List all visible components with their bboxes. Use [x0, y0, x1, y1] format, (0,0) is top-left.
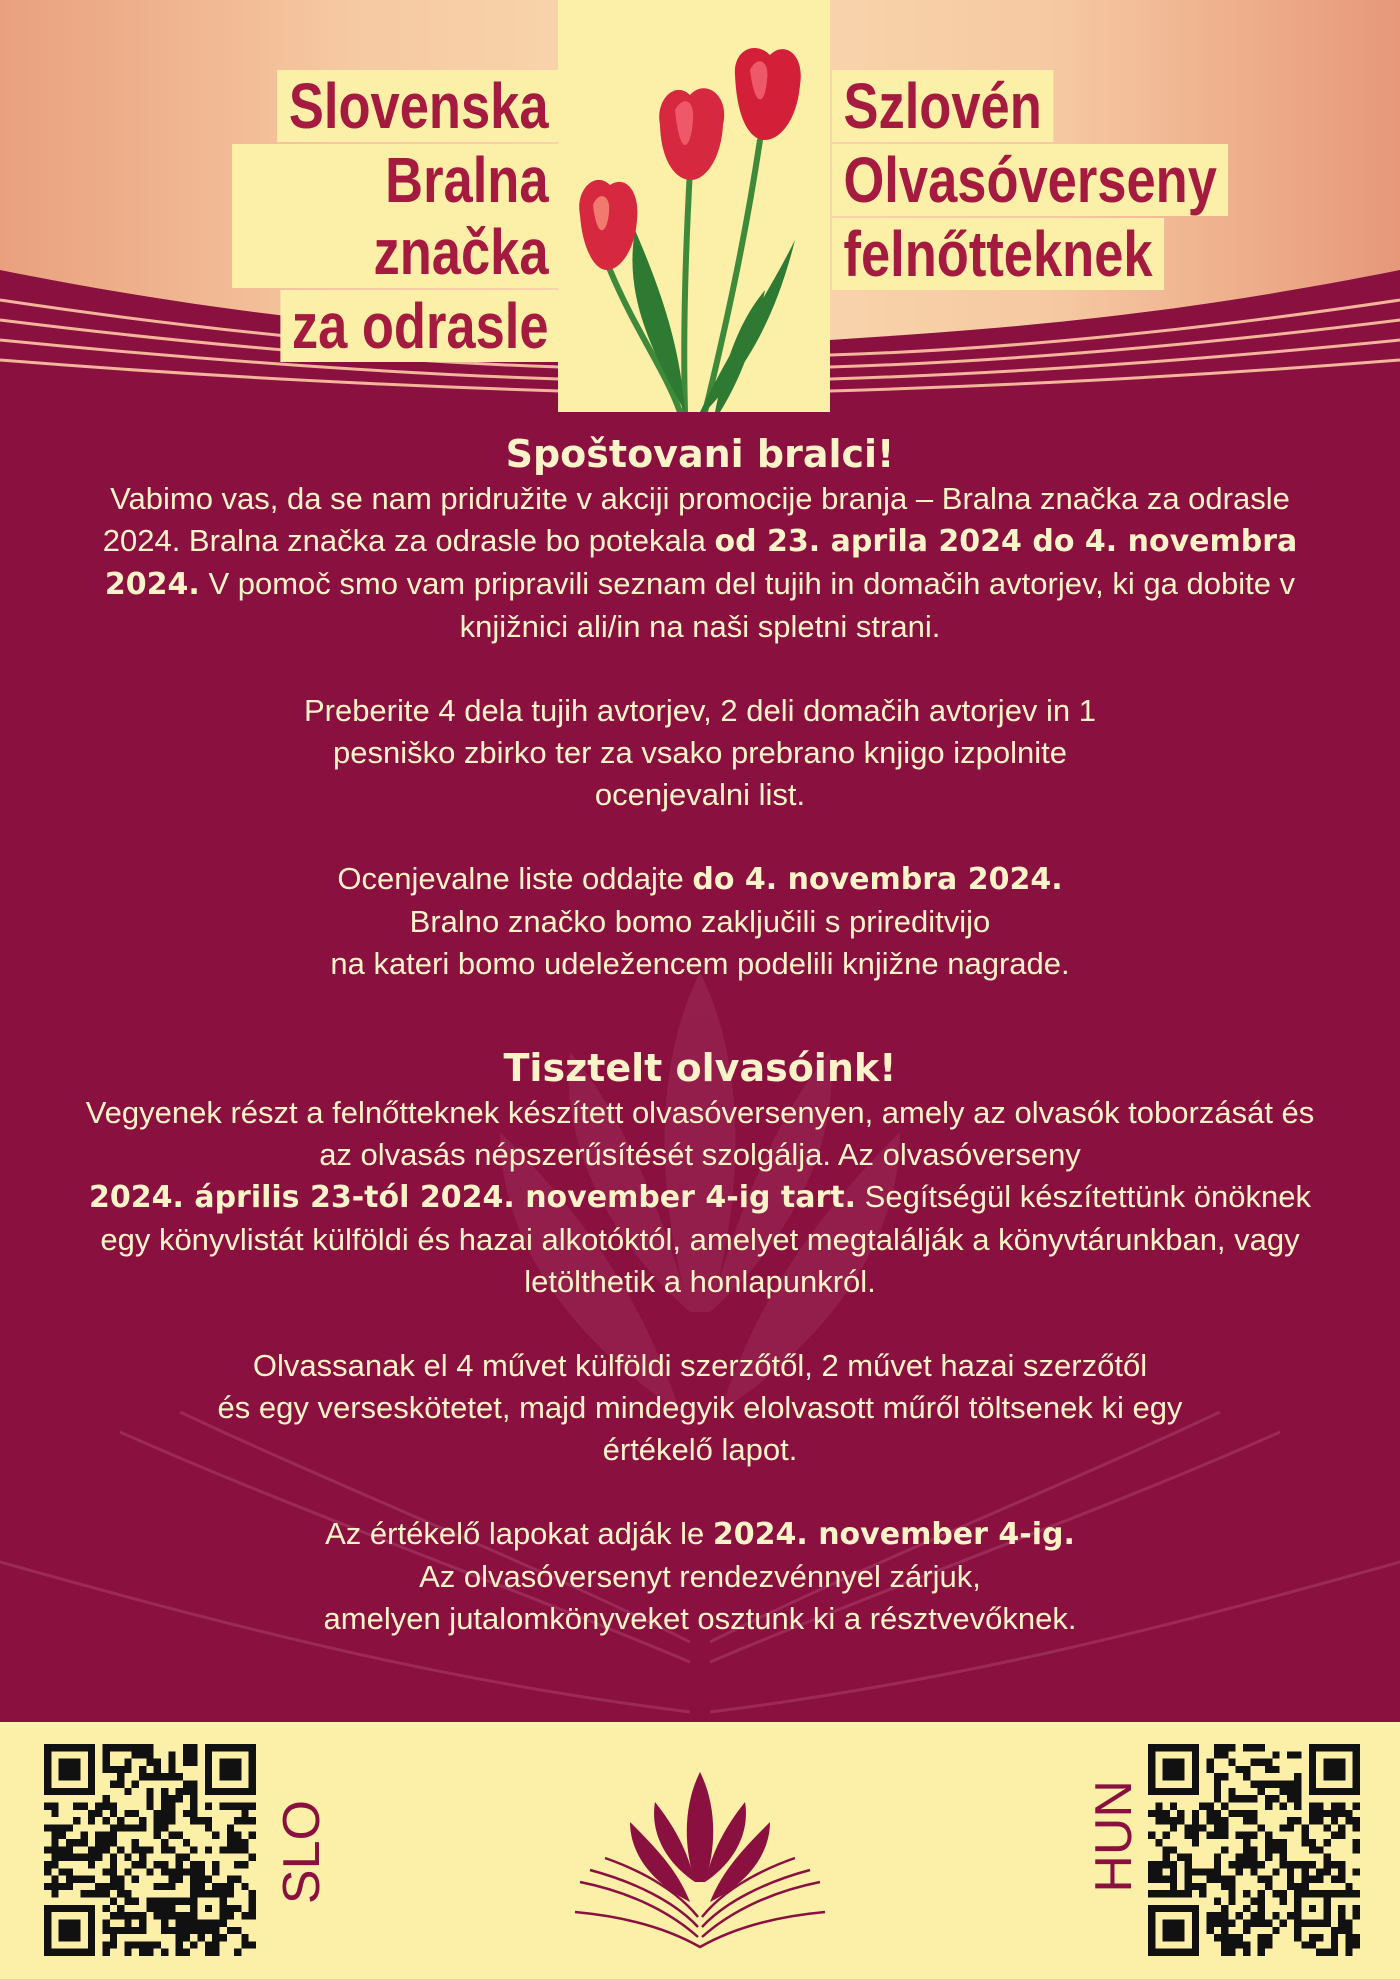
hun-p3-deadline: 2024. november 4-ig. [712, 1517, 1075, 1552]
qr-code-hun-icon[interactable] [1148, 1744, 1360, 1956]
slo-paragraph-1 [60, 478, 1340, 648]
lang-label-slo: SLO [273, 1800, 331, 1905]
hun-p2-line-2: és egy verseskötetet, majd mindegyik elolvasott műről töltsenek ki egy [217, 1390, 1183, 1425]
hungarian-section [60, 1044, 1340, 1640]
hun-paragraph-2 [60, 1345, 1340, 1471]
hun-p1-part-2: Segítségül készítettünk önöknek egy könyvlistát külföldi és hazai alkotóktól, amelyet megtalálják a könyvtárunkban, vagy letölthetik a honlapunkról. [100, 1179, 1311, 1299]
main-content-panel [0, 412, 1400, 1722]
slo-paragraph-2: Preberite 4 dela tujih avtorjev, 2 deli domačih avtorjev in 1 pesniško zbirko ter za vsako prebrano knjigo izpolnite ocenjevalni list. [303, 693, 1097, 812]
lang-label-hun: HUN [1085, 1780, 1143, 1893]
slo-p3-line-3: na kateri bomo udeležencem podelili knjižne nagrade. [330, 946, 1070, 981]
header-banner [0, 0, 1400, 412]
wheat-book-logo-icon [570, 1752, 830, 1952]
hun-p1-dates: 2024. április 23-tól 2024. november 4-ig tart. [88, 1180, 857, 1215]
slo-p3-line-2: Bralno značko bomo zaključili s prireditvijo [409, 904, 991, 939]
slo-p3-deadline: do 4. novembra 2024. [692, 862, 1063, 897]
slo-p3-prefix: Ocenjevalne liste oddajte [337, 861, 693, 896]
hun-paragraph-3 [60, 1513, 1340, 1640]
slo-paragraph-3 [60, 858, 1340, 985]
title-slo-line-3: za odrasle [280, 290, 560, 362]
footer [0, 1722, 1400, 1979]
title-slo-line-1: Slovenska [277, 70, 560, 142]
tulips-illustration-icon [565, 40, 825, 412]
slo-p1-part-2: V pomoč smo vam pripravili seznam del tujih in domačih avtorjev, ki ga dobite v knjižnici ali/in na naši spletni strani. [199, 566, 1296, 644]
slo-heading: Spoštovani bralci! [505, 432, 895, 476]
title-hun-line-2: Olvasóverseny [832, 144, 1228, 216]
hun-heading: Tisztelt olvasóink! [503, 1046, 897, 1090]
hun-p2-line-1: Olvassanak el 4 művet külföldi szerzőtől, 2 művet hazai szerzőtől [252, 1348, 1148, 1383]
hun-paragraph-1 [60, 1092, 1340, 1303]
hun-p3-line-3: amelyen jutalomkönyveket osztunk ki a résztvevőknek. [323, 1601, 1077, 1636]
hun-p3-prefix: Az értékelő lapokat adják le [325, 1516, 713, 1551]
qr-code-slo-icon[interactable] [44, 1744, 256, 1956]
slo-p1-dates: od 23. aprila 2024 do 4. novembra 2024. [104, 524, 1298, 602]
hun-p1-part-1: Vegyenek részt a felnőtteknek készített olvasóversenyen, amely az olvasók toborzását és az olvasás népszerűsítését szolgálja. Az olvasóverseny [85, 1095, 1315, 1172]
title-slo-line-2: Bralna značka [232, 144, 560, 288]
title-slovenian [232, 70, 560, 364]
title-hun-line-1: Szlovén [832, 70, 1053, 142]
title-hungarian [832, 70, 1258, 292]
hun-p3-line-2: Az olvasóversenyt rendezvénnyel zárjuk, [419, 1559, 981, 1594]
hun-p2-line-3: értékelő lapot. [602, 1432, 798, 1467]
title-hun-line-3: felnőtteknek [832, 218, 1164, 290]
slovenian-section [60, 430, 1340, 985]
slo-p1-part-1: Vabimo vas, da se nam pridružite v akciji promocije branja – Bralna značka za odrasle 2024. Bralna značka za odrasle bo potekala [102, 481, 1290, 558]
